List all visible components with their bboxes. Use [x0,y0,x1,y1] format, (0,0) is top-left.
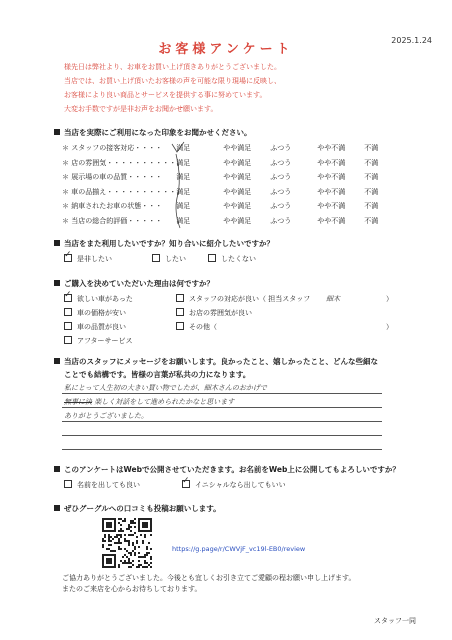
q5-option-1[interactable]: 名前を出しても良い [64,480,140,490]
question-2: 当店をまた利用したいですか？知り合いに紹介したいですか？ [54,238,274,249]
rating-option[interactable]: 満足 [176,173,191,182]
square-bullet-icon [54,358,60,364]
rating-option[interactable]: やや不満 [317,202,346,211]
ditto-line [176,154,180,228]
intro-text: 様先日は弊社より、お車をお買い上げ頂きありがとうございました。 当店では、お買い上げ頂いたお客様の声を可能な限り現場に反映し、 お客様により良い商品とサービスを提供する事に努めています。 大変お手数ですが是非お声をお聞かせ願います。 [64,63,281,113]
rating-option[interactable]: やや満足 [223,173,252,182]
square-bullet-icon [54,129,60,135]
message-line-1: 私にとって人生初の大きい買い物でしたが、細木さんのおかげで [64,384,267,392]
message-line-3: ありがとうございました。 [64,412,148,420]
checkbox-icon[interactable] [64,480,72,488]
reason-right-3[interactable]: その他（ [176,322,217,332]
rating-option[interactable]: ふつう [270,202,292,211]
rating-row-label: ＊ 納車されたお車の状態・・・ [62,202,163,211]
rating-option[interactable]: ふつう [270,216,292,225]
page-title: お客様アンケート [158,42,294,57]
rating-option[interactable]: 不満 [364,216,379,225]
q2-option-2[interactable]: したい [152,254,186,264]
reason-right-2[interactable]: お店の雰囲気が良い [176,308,252,318]
question-3: ご購入を決めていただいた理由は何ですか？ [54,278,214,289]
checkbox-icon[interactable] [176,308,184,316]
checkbox-icon[interactable] [176,322,184,330]
rating-option[interactable]: やや満足 [223,216,252,225]
message-line-2: 無事に決 楽しく対話をして進められたかなと思います [64,398,235,406]
rating-option[interactable]: 満足 [176,202,191,211]
question-5: このアンケートはWebで公開させていただきます。お名前をWeb上に公開してもよろしいですか？ [54,464,400,475]
rating-row [62,214,404,229]
question-6: ぜひグーグルへの口コミも投稿お願いします。 [54,503,221,514]
rating-option[interactable]: 不満 [364,158,379,167]
reason-left-3[interactable]: 車の品質が良い [64,322,126,332]
square-bullet-icon [54,466,60,472]
rating-row [62,141,404,156]
selection-marks [168,140,190,232]
rating-option[interactable]: やや不満 [317,144,346,153]
rating-row-label: ＊ 展示場の車の品質・・・・・ [62,173,163,182]
rating-option[interactable]: 不満 [364,144,379,153]
rating-table [62,141,404,228]
rating-option[interactable]: ふつう [270,187,292,196]
checkbox-checked-icon[interactable] [182,480,190,488]
question-1: 当店を実際にご利用になった印象をお聞かせください。 [54,127,252,138]
square-bullet-icon [54,240,60,246]
review-url[interactable]: https://g.page/r/CWVjF_vc19l-EB0/review [172,545,306,553]
rating-option[interactable]: やや満足 [223,158,252,167]
reason-right-1[interactable]: スタッフの対応が良い（ 担当スタッフ [176,294,310,304]
qr-code-icon[interactable] [102,518,152,568]
checkbox-icon[interactable] [64,308,72,316]
rating-option[interactable]: 不満 [364,173,379,182]
checkbox-checked-icon[interactable] [64,294,72,302]
write-line [62,393,382,394]
rating-option[interactable]: やや満足 [223,187,252,196]
rating-row-label: ＊ 店の雰囲気・・・・・・・・・・ [62,158,177,167]
checkbox-icon[interactable] [64,336,72,344]
rating-option[interactable]: ふつう [270,144,292,153]
rating-option[interactable]: 不満 [364,202,379,211]
rating-option[interactable]: 満足 [176,158,191,167]
question-4: 当店のスタッフにメッセージをお願いします。良かったこと、嬉しかったこと、どんな些細な [54,356,378,367]
reason-left-2[interactable]: 車の価格が安い [64,308,126,318]
close-paren: ） [386,295,393,303]
q2-option-3[interactable]: したくない [208,254,256,264]
write-line [62,449,382,450]
rating-row-label: ＊ 車の品揃え・・・・・・・・・・ [62,187,177,196]
rating-row [62,170,404,185]
write-line [62,407,382,408]
checkbox-icon[interactable] [64,322,72,330]
checkbox-checked-icon[interactable] [64,254,72,262]
rating-option[interactable]: やや不満 [317,173,346,182]
check-mark-icon [172,142,184,152]
rating-option[interactable]: 不満 [364,187,379,196]
rating-row [62,199,404,214]
rating-option[interactable]: 満足 [176,144,191,153]
rating-row-label: ＊ スタッフの接客対応・・・・ [62,144,163,153]
rating-option[interactable]: ふつう [270,173,292,182]
write-line [62,435,382,436]
write-line [62,421,382,422]
checkbox-icon[interactable] [176,294,184,302]
square-bullet-icon [54,505,60,511]
date: 2025.1.24 [391,36,432,45]
q2-option-1[interactable]: ✓是非したい [64,254,112,264]
staff-signature: スタッフ一同 [374,617,416,625]
q5-option-2[interactable]: ✓ イニシャルなら出してもいい [182,480,286,490]
reason-left-1[interactable]: ✓欲しい車があった [64,294,133,304]
rating-option[interactable]: やや不満 [317,158,346,167]
closing-message: ご協力ありがとうございました。今後とも宜しくお引き立てご愛顧の程お願い申し上げます。 またのご来店を心からお待ちしております。 [62,574,356,593]
rating-option[interactable]: やや満足 [223,202,252,211]
staff-name: 細木 [326,295,340,303]
checkbox-icon[interactable] [152,254,160,262]
rating-option[interactable]: ふつう [270,158,292,167]
rating-option[interactable]: やや満足 [223,144,252,153]
rating-option[interactable]: 満足 [176,216,191,225]
rating-option[interactable]: 満足 [176,187,191,196]
rating-option[interactable]: やや不満 [317,216,346,225]
rating-option[interactable]: やや不満 [317,187,346,196]
question-4-line2: ことでも結構です。皆様の言葉が私共の力になります。 [64,370,251,379]
square-bullet-icon [54,280,60,286]
checkbox-icon[interactable] [208,254,216,262]
rating-row [62,156,404,171]
rating-row [62,185,404,200]
close-paren-2: ） [386,323,393,331]
reason-left-4[interactable]: アフターサービス [64,336,133,346]
rating-row-label: ＊ 当店の総合的評価・・・・・ [62,216,163,225]
